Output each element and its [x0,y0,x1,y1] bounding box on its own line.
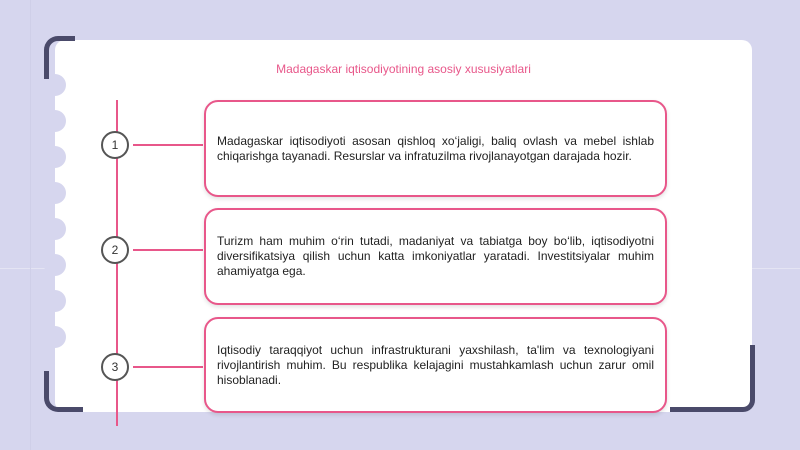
step-box [204,208,667,305]
timeline-connector [133,249,203,251]
binder-notch [44,290,66,312]
background-divider-vertical [30,0,31,450]
binder-notch [44,326,66,348]
binder-notch [44,254,66,276]
binder-notch [44,110,66,132]
binder-notch [44,218,66,240]
step-text: Madagaskar iqtisodiyoti asosan qishloq xo‘jaligi, baliq ovlash va mebel ishlab chiqarishga tayanadi. Resurslar va infratuzilma rivojlanayotgan darajada hozir. [217,133,654,163]
slide-title: Madagaskar iqtisodiyotining asosiy xususiyatlari [276,62,531,76]
binder-notch [44,146,66,168]
step-box [204,100,667,197]
corner-bracket-bottom-left [44,371,83,412]
step-text: Iqtisodiy taraqqiyot uchun infrastrukturani yaxshilash, ta'lim va texnologiyani rivojlantirish muhim. Bu respublika kelajagini mustahkamlash uchun zarur omil hisoblanadi. [217,342,654,387]
timeline-connector [133,366,203,368]
step-box [204,317,667,413]
timeline-connector [133,144,203,146]
step-number-circle: 2 [101,236,129,264]
corner-bracket-bottom-right [670,345,755,412]
step-number-circle: 3 [101,353,129,381]
step-number-circle: 1 [101,131,129,159]
binder-notch [44,182,66,204]
step-text: Turizm ham muhim o‘rin tutadi, madaniyat va tabiatga boy bo‘lib, iqtisodiyotni diversifikatsiya qilish uchun katta imkoniyatlar yaratadi. Investitsiyalar muhim ahamiyatga ega. [217,234,654,278]
